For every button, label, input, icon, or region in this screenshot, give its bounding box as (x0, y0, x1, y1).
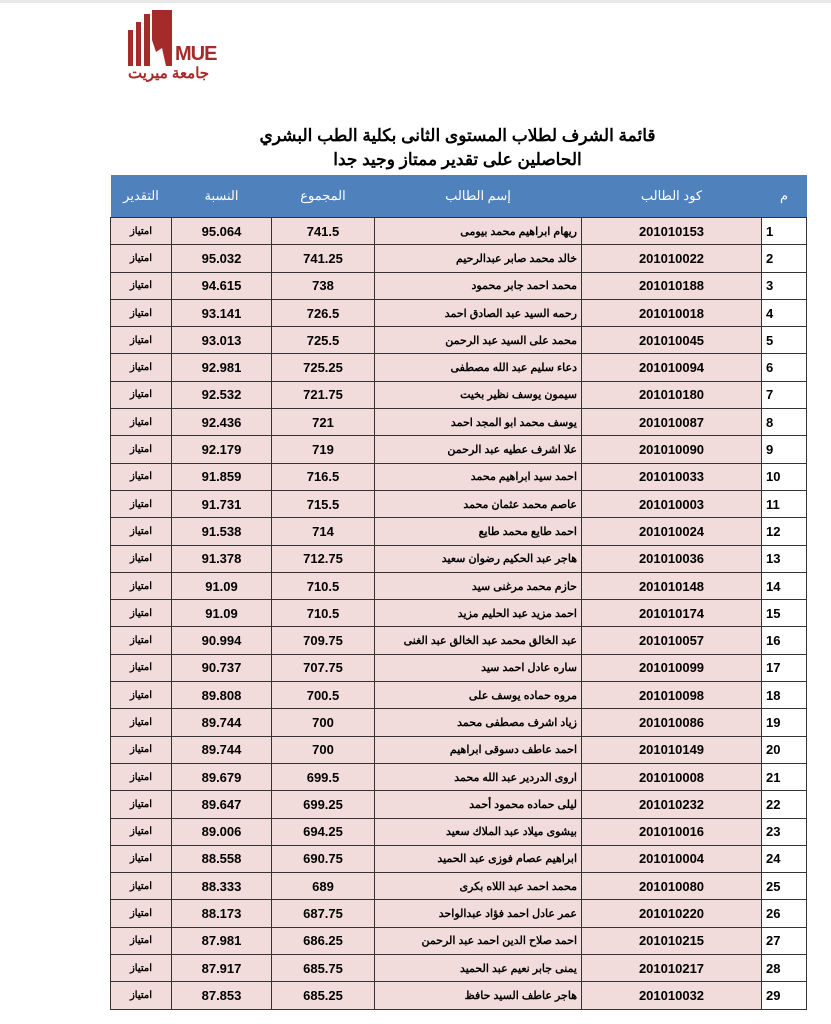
cell-percent: 92.981 (172, 354, 272, 381)
cell-percent: 88.173 (172, 900, 272, 927)
table-row (111, 572, 807, 599)
cell-m: 16 (762, 627, 807, 654)
cell-percent: 93.141 (172, 299, 272, 326)
cell-total: 725.25 (272, 354, 375, 381)
table-row (111, 218, 807, 245)
cell-total: 721 (272, 409, 375, 436)
header-total: المجموع (272, 175, 375, 218)
cell-name: عمر عادل احمد فؤاد عبدالواحد (375, 900, 582, 927)
cell-m: 17 (762, 654, 807, 681)
table-row (111, 518, 807, 545)
cell-code: 201010090 (582, 436, 762, 463)
cell-percent: 94.615 (172, 272, 272, 299)
table-row (111, 436, 807, 463)
cell-m: 9 (762, 436, 807, 463)
cell-total: 700.5 (272, 682, 375, 709)
cell-total: 700 (272, 736, 375, 763)
cell-grade: امتياز (111, 627, 172, 654)
cell-m: 3 (762, 272, 807, 299)
cell-grade: امتياز (111, 600, 172, 627)
cell-m: 18 (762, 682, 807, 709)
cell-name: محمد على السيد عبد الرحمن (375, 327, 582, 354)
cell-name: يوسف محمد ابو المجد احمد (375, 409, 582, 436)
cell-code: 201010215 (582, 927, 762, 954)
cell-grade: امتياز (111, 381, 172, 408)
cell-grade: امتياز (111, 218, 172, 245)
cell-grade: امتياز (111, 354, 172, 381)
cell-total: 685.75 (272, 955, 375, 982)
cell-code: 201010149 (582, 736, 762, 763)
cell-total: 715.5 (272, 490, 375, 517)
cell-percent: 89.744 (172, 736, 272, 763)
cell-code: 201010220 (582, 900, 762, 927)
cell-name: ريهام ابراهيم محمد بيومى (375, 218, 582, 245)
cell-name: اروى الدردير عبد الله محمد (375, 763, 582, 790)
cell-grade: امتياز (111, 299, 172, 326)
cell-name: ابراهيم عصام فوزى عبد الحميد (375, 845, 582, 872)
cell-grade: امتياز (111, 927, 172, 954)
page-title: قائمة الشرف لطلاب المستوى الثانى بكلية الطب البشري (259, 126, 656, 145)
cell-total: 700 (272, 709, 375, 736)
cell-percent: 89.679 (172, 763, 272, 790)
honor-list-table (110, 175, 807, 1010)
cell-code: 201010174 (582, 600, 762, 627)
cell-percent: 91.09 (172, 572, 272, 599)
cell-percent: 89.006 (172, 818, 272, 845)
cell-total: 709.75 (272, 627, 375, 654)
cell-grade: امتياز (111, 982, 172, 1009)
cell-code: 201010099 (582, 654, 762, 681)
table-row (111, 627, 807, 654)
table-row (111, 982, 807, 1009)
cell-code: 201010087 (582, 409, 762, 436)
cell-code: 201010086 (582, 709, 762, 736)
cell-grade: امتياز (111, 791, 172, 818)
cell-name: احمد سيد ابراهيم محمد (375, 463, 582, 490)
cell-total: 689 (272, 873, 375, 900)
cell-percent: 87.917 (172, 955, 272, 982)
cell-code: 201010003 (582, 490, 762, 517)
cell-total: 716.5 (272, 463, 375, 490)
cell-code: 201010045 (582, 327, 762, 354)
cell-total: 694.25 (272, 818, 375, 845)
cell-name: علا اشرف عطيه عبد الرحمن (375, 436, 582, 463)
header-percent: النسبة (172, 175, 272, 218)
cell-code: 201010094 (582, 354, 762, 381)
cell-total: 712.75 (272, 545, 375, 572)
cell-name: محمد احمد عبد اللاه بكرى (375, 873, 582, 900)
cell-m: 15 (762, 600, 807, 627)
page-subtitle: الحاصلين على تقدير ممتاز وجيد جدا (333, 150, 582, 169)
cell-total: 707.75 (272, 654, 375, 681)
table-row (111, 763, 807, 790)
cell-percent: 92.436 (172, 409, 272, 436)
table-row (111, 791, 807, 818)
table-row (111, 736, 807, 763)
cell-name: عبد الخالق محمد عبد الخالق عبد الغنى (375, 627, 582, 654)
header-grade: التقدير (111, 175, 172, 218)
cell-code: 201010098 (582, 682, 762, 709)
table-row (111, 873, 807, 900)
cell-percent: 89.808 (172, 682, 272, 709)
cell-grade: امتياز (111, 327, 172, 354)
cell-m: 29 (762, 982, 807, 1009)
cell-m: 22 (762, 791, 807, 818)
cell-percent: 87.853 (172, 982, 272, 1009)
cell-m: 2 (762, 245, 807, 272)
cell-grade: امتياز (111, 955, 172, 982)
table-row (111, 545, 807, 572)
cell-total: 699.5 (272, 763, 375, 790)
cell-total: 725.5 (272, 327, 375, 354)
cell-code: 201010016 (582, 818, 762, 845)
cell-code: 201010024 (582, 518, 762, 545)
cell-code: 201010032 (582, 982, 762, 1009)
cell-percent: 95.032 (172, 245, 272, 272)
cell-percent: 87.981 (172, 927, 272, 954)
cell-percent: 92.532 (172, 381, 272, 408)
cell-code: 201010217 (582, 955, 762, 982)
cell-code: 201010188 (582, 272, 762, 299)
cell-percent: 91.538 (172, 518, 272, 545)
cell-m: 5 (762, 327, 807, 354)
cell-grade: امتياز (111, 736, 172, 763)
cell-grade: امتياز (111, 845, 172, 872)
cell-grade: امتياز (111, 490, 172, 517)
cell-code: 201010153 (582, 218, 762, 245)
cell-total: 741.25 (272, 245, 375, 272)
cell-name: رحمه السيد عبد الصادق احمد (375, 299, 582, 326)
cell-m: 1 (762, 218, 807, 245)
cell-percent: 89.744 (172, 709, 272, 736)
cell-grade: امتياز (111, 463, 172, 490)
table-header-row (111, 175, 807, 218)
cell-grade: امتياز (111, 900, 172, 927)
table-row (111, 682, 807, 709)
cell-m: 26 (762, 900, 807, 927)
cell-grade: امتياز (111, 245, 172, 272)
header-m: م (762, 175, 807, 218)
cell-percent: 90.994 (172, 627, 272, 654)
table-row (111, 709, 807, 736)
cell-percent: 88.558 (172, 845, 272, 872)
cell-total: 738 (272, 272, 375, 299)
header-name: إسم الطالب (375, 175, 582, 218)
cell-percent: 91.09 (172, 600, 272, 627)
cell-percent: 92.179 (172, 436, 272, 463)
cell-name: احمد عاطف دسوقى ابراهيم (375, 736, 582, 763)
cell-name: دعاء سليم عبد الله مصطفى (375, 354, 582, 381)
table-row (111, 654, 807, 681)
cell-name: ليلى حماده محمود أحمد (375, 791, 582, 818)
cell-percent: 88.333 (172, 873, 272, 900)
table-row (111, 245, 807, 272)
cell-grade: امتياز (111, 545, 172, 572)
cell-code: 201010018 (582, 299, 762, 326)
cell-percent: 93.013 (172, 327, 272, 354)
header-code: كود الطالب (582, 175, 762, 218)
cell-total: 686.25 (272, 927, 375, 954)
cell-name: احمد مزيد عبد الحليم مزيد (375, 600, 582, 627)
cell-code: 201010033 (582, 463, 762, 490)
cell-grade: امتياز (111, 682, 172, 709)
cell-code: 201010008 (582, 763, 762, 790)
cell-m: 28 (762, 955, 807, 982)
cell-name: عاصم محمد عثمان محمد (375, 490, 582, 517)
cell-grade: امتياز (111, 436, 172, 463)
cell-name: يمنى جابر نعيم عبد الحميد (375, 955, 582, 982)
table-row (111, 272, 807, 299)
cell-m: 20 (762, 736, 807, 763)
cell-name: بيشوى ميلاد عبد الملاك سعيد (375, 818, 582, 845)
cell-total: 687.75 (272, 900, 375, 927)
table-row (111, 927, 807, 954)
cell-name: احمد صلاح الدين احمد عبد الرحمن (375, 927, 582, 954)
cell-grade: امتياز (111, 272, 172, 299)
logo-arabic-name: جامعة ميريت (128, 65, 210, 82)
table-row (111, 600, 807, 627)
cell-code: 201010022 (582, 245, 762, 272)
cell-code: 201010080 (582, 873, 762, 900)
cell-name: محمد احمد جابر محمود (375, 272, 582, 299)
logo-brand: MUE (175, 43, 217, 65)
table-row (111, 955, 807, 982)
cell-grade: امتياز (111, 518, 172, 545)
cell-total: 741.5 (272, 218, 375, 245)
cell-m: 14 (762, 572, 807, 599)
cell-code: 201010004 (582, 845, 762, 872)
cell-total: 710.5 (272, 600, 375, 627)
cell-m: 7 (762, 381, 807, 408)
cell-grade: امتياز (111, 763, 172, 790)
cell-name: هاجر عاطف السيد حافظ (375, 982, 582, 1009)
cell-total: 699.25 (272, 791, 375, 818)
cell-percent: 91.859 (172, 463, 272, 490)
top-border (0, 0, 831, 3)
cell-name: خالد محمد صابر عبدالرحيم (375, 245, 582, 272)
cell-total: 710.5 (272, 572, 375, 599)
table-row (111, 354, 807, 381)
cell-m: 25 (762, 873, 807, 900)
cell-total: 726.5 (272, 299, 375, 326)
cell-total: 690.75 (272, 845, 375, 872)
cell-code: 201010036 (582, 545, 762, 572)
cell-percent: 91.378 (172, 545, 272, 572)
cell-grade: امتياز (111, 709, 172, 736)
cell-m: 19 (762, 709, 807, 736)
cell-total: 714 (272, 518, 375, 545)
table-row (111, 409, 807, 436)
cell-m: 4 (762, 299, 807, 326)
cell-code: 201010180 (582, 381, 762, 408)
cell-m: 6 (762, 354, 807, 381)
cell-grade: امتياز (111, 818, 172, 845)
cell-m: 10 (762, 463, 807, 490)
cell-percent: 90.737 (172, 654, 272, 681)
cell-m: 11 (762, 490, 807, 517)
cell-m: 13 (762, 545, 807, 572)
cell-m: 24 (762, 845, 807, 872)
cell-name: مروه حماده يوسف على (375, 682, 582, 709)
cell-total: 721.75 (272, 381, 375, 408)
cell-percent: 89.647 (172, 791, 272, 818)
cell-name: ساره عادل احمد سيد (375, 654, 582, 681)
cell-total: 719 (272, 436, 375, 463)
cell-name: احمد طايع محمد طايع (375, 518, 582, 545)
table-row (111, 299, 807, 326)
table-row (111, 818, 807, 845)
table-row (111, 845, 807, 872)
cell-m: 27 (762, 927, 807, 954)
cell-grade: امتياز (111, 654, 172, 681)
table-row (111, 327, 807, 354)
cell-percent: 95.064 (172, 218, 272, 245)
cell-m: 21 (762, 763, 807, 790)
cell-code: 201010057 (582, 627, 762, 654)
cell-name: زياد اشرف مصطفى محمد (375, 709, 582, 736)
table-row (111, 900, 807, 927)
cell-name: حازم محمد مرغنى سيد (375, 572, 582, 599)
table-row (111, 381, 807, 408)
table-row (111, 463, 807, 490)
cell-grade: امتياز (111, 873, 172, 900)
cell-m: 8 (762, 409, 807, 436)
cell-total: 685.25 (272, 982, 375, 1009)
cell-percent: 91.731 (172, 490, 272, 517)
cell-code: 201010232 (582, 791, 762, 818)
cell-name: هاجر عبد الحكيم رضوان سعيد (375, 545, 582, 572)
cell-name: سيمون يوسف نظير بخيت (375, 381, 582, 408)
table-row (111, 490, 807, 517)
cell-grade: امتياز (111, 409, 172, 436)
cell-m: 12 (762, 518, 807, 545)
cell-m: 23 (762, 818, 807, 845)
cell-code: 201010148 (582, 572, 762, 599)
cell-grade: امتياز (111, 572, 172, 599)
